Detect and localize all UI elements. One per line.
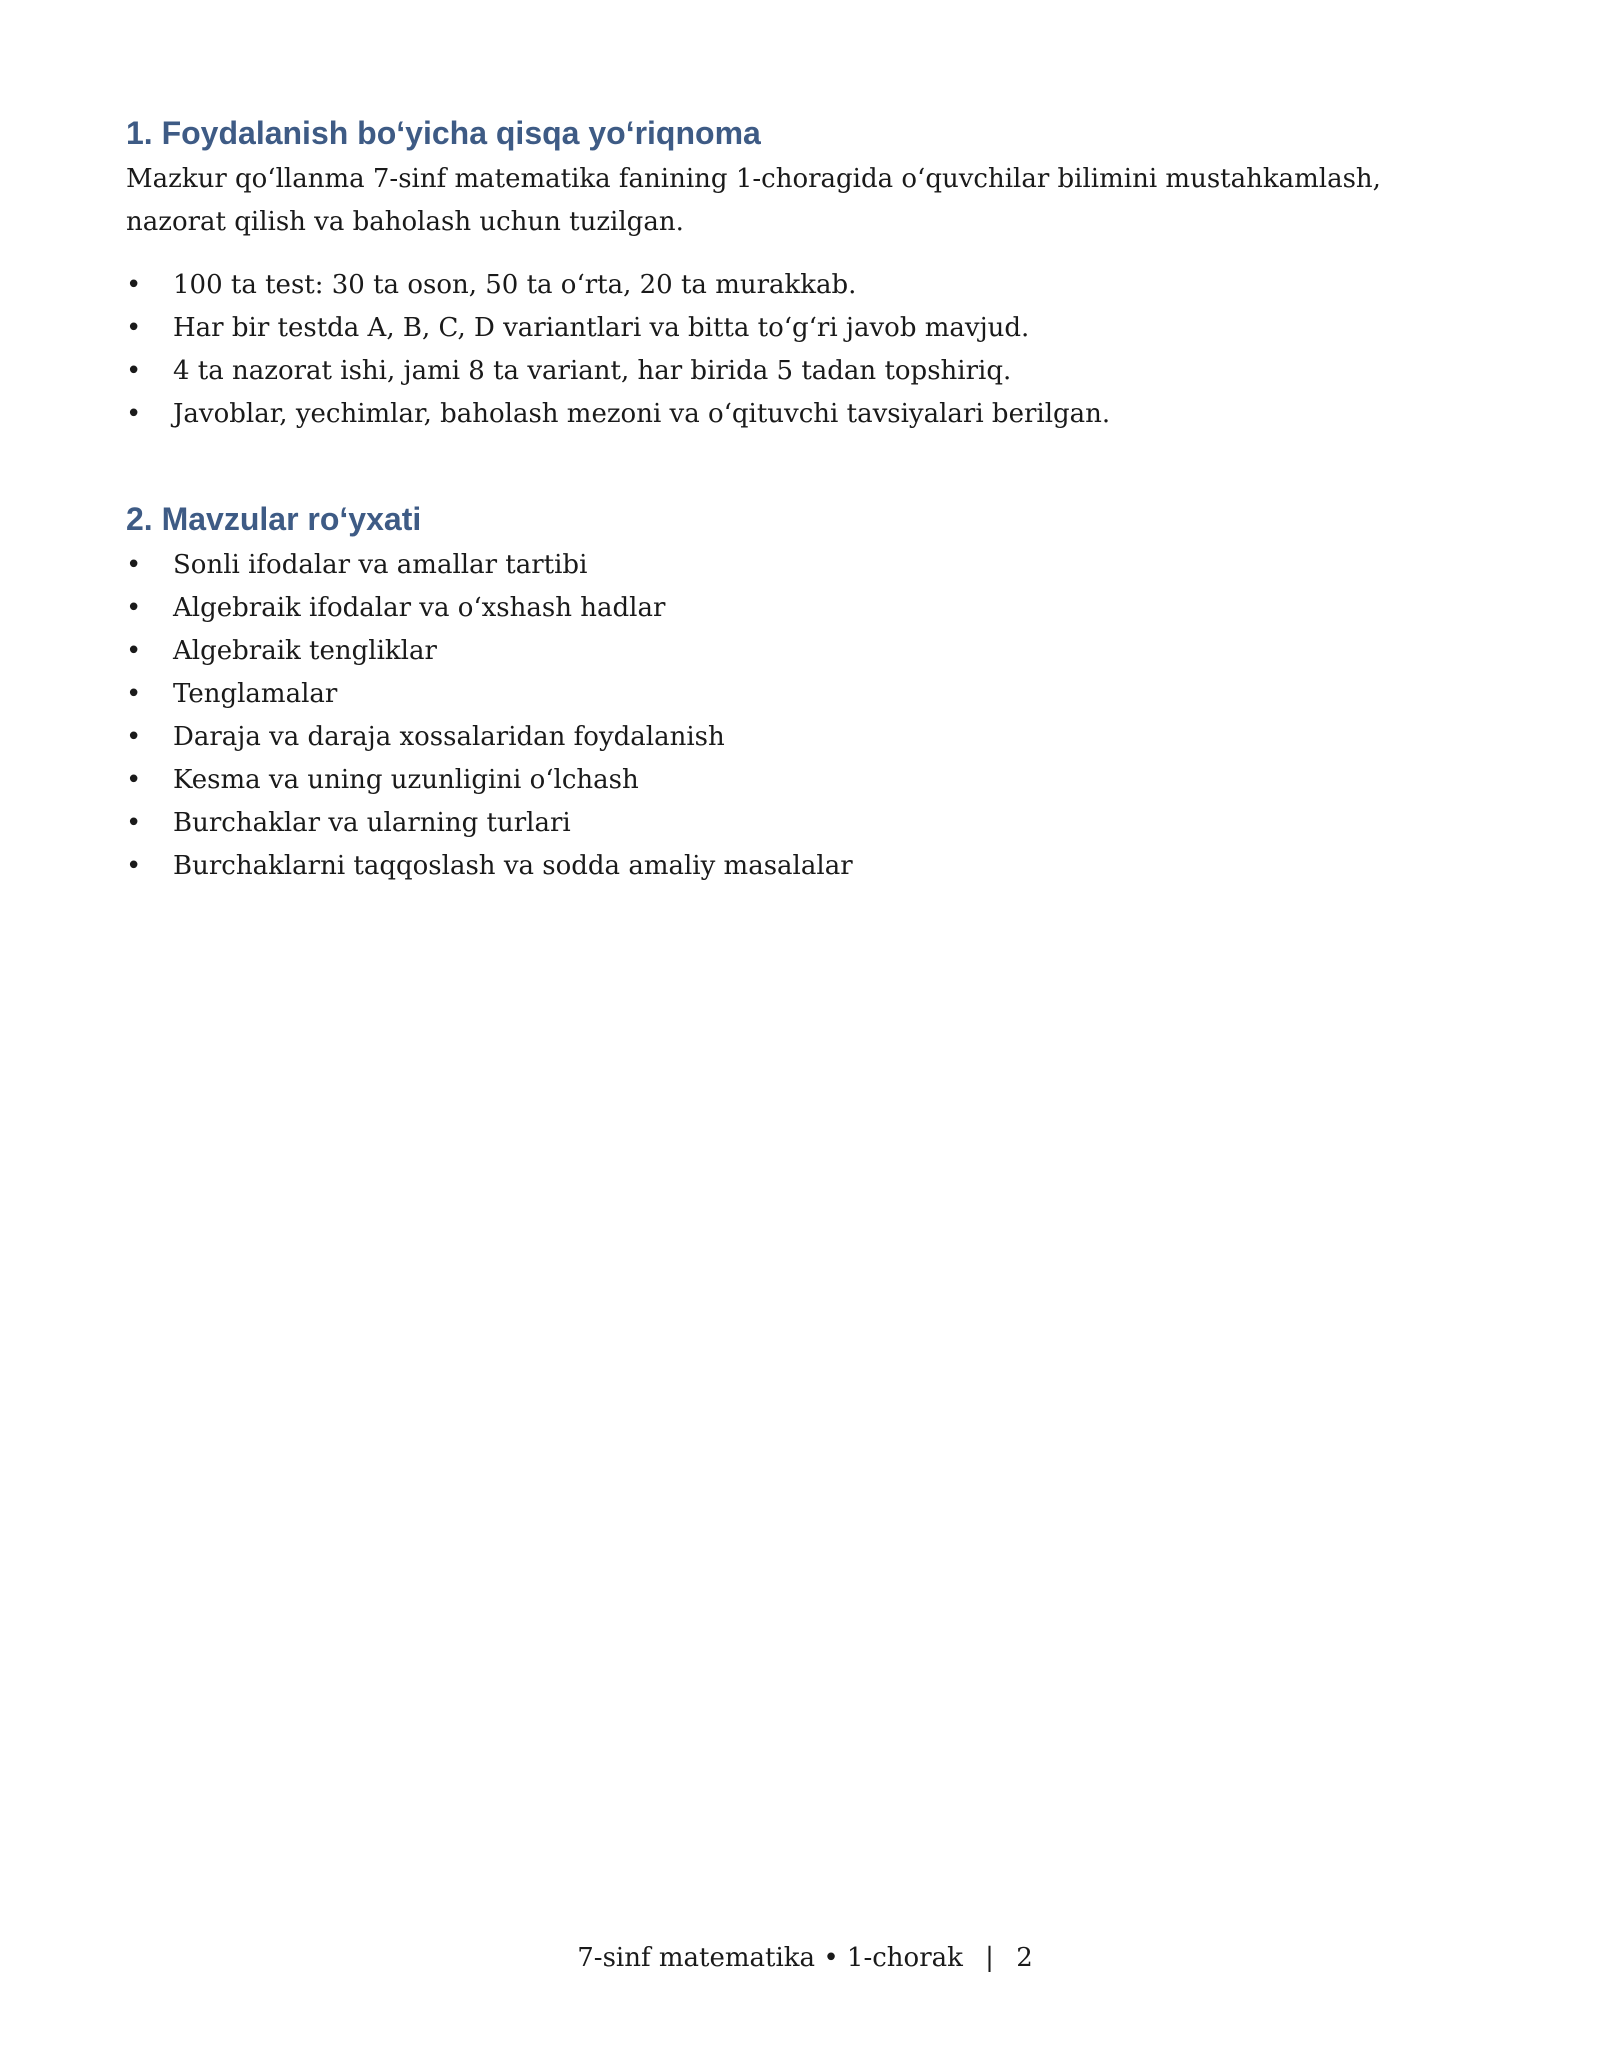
list-item xyxy=(126,264,1416,307)
section-topics-list xyxy=(126,498,1416,888)
list-item-text: Tenglamalar xyxy=(173,679,338,709)
list-item-text: Burchaklarni taqqoslash va sodda amaliy masalalar xyxy=(173,851,853,881)
list-item-text: Burchaklar va ularning turlari xyxy=(173,808,571,838)
bullet-icon: • xyxy=(126,765,142,795)
intro-paragraph: Mazkur qo‘llanma 7-sinf matematika fanining 1-choragida o‘quvchilar bilimini mustahkamlash, nazorat qilish va baholash uchun tuzilgan. xyxy=(126,164,1381,237)
page-number: 2 xyxy=(1016,1943,1033,1973)
list-item xyxy=(126,802,1416,845)
bullet-icon: • xyxy=(126,722,142,752)
list-item xyxy=(126,845,1416,888)
footer-separator: | xyxy=(985,1943,994,1973)
list-item-text: Har bir testda A, B, C, D variantlari va bitta to‘g‘ri javob mavjud. xyxy=(173,313,1030,343)
bullet-icon: • xyxy=(126,313,142,343)
section-title: 1. Foydalanish bo‘yicha qisqa yo‘riqnoma xyxy=(126,115,761,151)
list-item xyxy=(126,307,1416,350)
list-item-text: Algebraik tengliklar xyxy=(173,636,437,666)
bullet-icon: • xyxy=(126,550,142,580)
section-title: 2. Mavzular ro‘yxati xyxy=(126,501,422,537)
bullet-list xyxy=(126,264,1416,436)
page-footer xyxy=(0,1940,1600,1976)
bullet-icon: • xyxy=(126,270,142,300)
bullet-icon: • xyxy=(126,356,142,386)
footer-text: 7-sinf matematika • 1-chorak xyxy=(577,1943,963,1973)
bullet-icon: • xyxy=(126,399,142,429)
list-item-text: Kesma va uning uzunligini o‘lchash xyxy=(173,765,639,795)
bullet-icon: • xyxy=(126,593,142,623)
bullet-icon: • xyxy=(126,679,142,709)
bullet-icon: • xyxy=(126,851,142,881)
document-page xyxy=(126,112,1416,888)
list-item xyxy=(126,673,1416,716)
list-item xyxy=(126,716,1416,759)
list-item-text: Daraja va daraja xossalaridan foydalanish xyxy=(173,722,725,752)
list-item-text: 100 ta test: 30 ta oson, 50 ta o‘rta, 20 ta murakkab. xyxy=(173,270,857,300)
list-item xyxy=(126,587,1416,630)
list-item-text: Algebraik ifodalar va o‘xshash hadlar xyxy=(173,593,666,623)
bullet-list xyxy=(126,544,1416,888)
list-item xyxy=(126,350,1416,393)
list-item xyxy=(126,630,1416,673)
list-item xyxy=(126,393,1416,436)
list-item-text: Javoblar, yechimlar, baholash mezoni va o‘qituvchi tavsiyalari berilgan. xyxy=(173,399,1111,429)
section-usage-guide xyxy=(126,112,1416,436)
list-item xyxy=(126,759,1416,802)
bullet-icon: • xyxy=(126,636,142,666)
list-item xyxy=(126,544,1416,587)
bullet-icon: • xyxy=(126,808,142,838)
list-item-text: 4 ta nazorat ishi, jami 8 ta variant, har birida 5 tadan topshiriq. xyxy=(173,356,1012,386)
list-item-text: Sonli ifodalar va amallar tartibi xyxy=(173,550,588,580)
